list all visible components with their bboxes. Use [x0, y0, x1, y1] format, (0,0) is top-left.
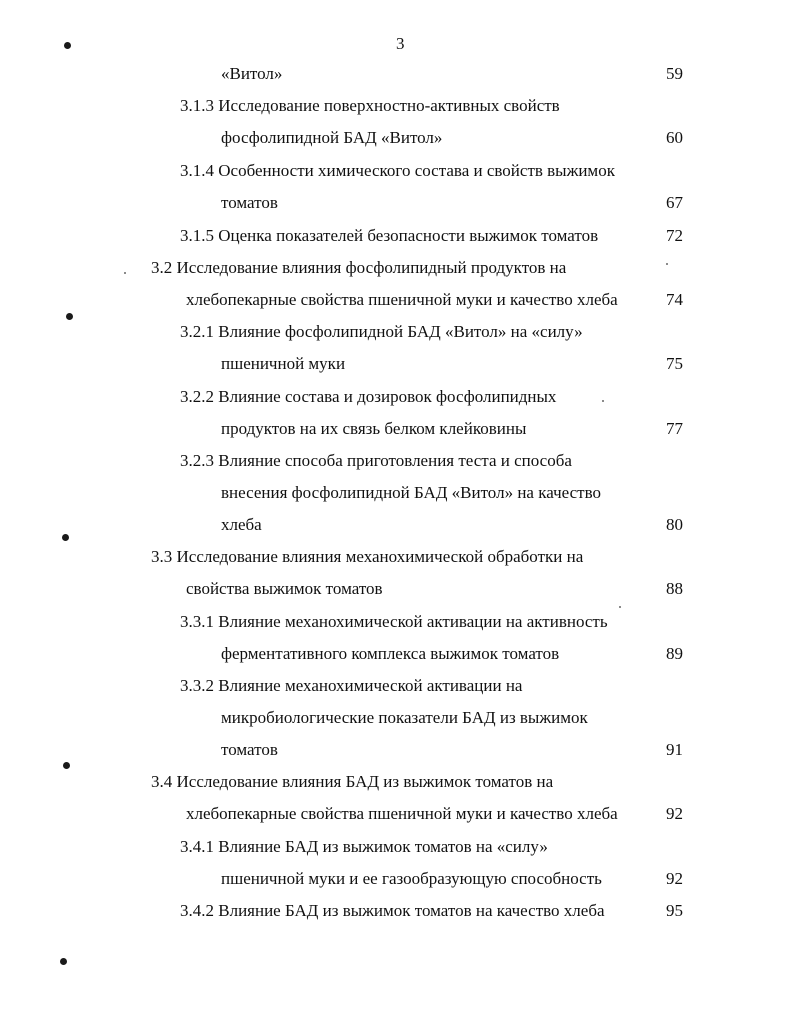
toc-entry-page: 89: [666, 644, 683, 663]
toc-entry-page: 75: [666, 354, 683, 373]
toc-entry-text: свойства выжимок томатов: [186, 579, 383, 598]
toc-entry-text: 3.3.1 Влияние механохимической активации на активность: [180, 612, 608, 631]
toc-entry-text: внесения фосфолипидной БАД «Витол» на качество: [221, 483, 601, 502]
toc-entry-text: пшеничной муки: [221, 354, 346, 373]
scan-speck: [124, 272, 126, 274]
toc-entry-text: 3.1.4 Особенности химического состава и свойств выжимок: [180, 161, 615, 180]
toc-entry-text: 3.4 Исследование влияния БАД из выжимок томатов на: [151, 772, 554, 791]
toc-entry-text: продуктов на их связь белком клейковины: [221, 419, 527, 438]
toc-entry-text: «Витол»: [221, 64, 283, 83]
toc-entry-text: 3.2.1 Влияние фосфолипидной БАД «Витол» на «силу»: [180, 322, 583, 341]
toc-entry-page: 59: [666, 64, 683, 83]
toc-entry-text: 3.4.2 Влияние БАД из выжимок томатов на качество хлеба: [180, 901, 605, 920]
scan-speck: [619, 606, 621, 608]
toc-entry-page: 91: [666, 740, 683, 759]
toc-entry-page: 67: [666, 193, 683, 212]
toc-entry-page: 60: [666, 128, 683, 147]
toc-entry-page: 88: [666, 579, 683, 598]
toc-entry-text: хлеба: [221, 515, 262, 534]
binder-hole-mark: [64, 42, 71, 49]
toc-entry-text: пшеничной муки и ее газообразующую способность: [221, 869, 602, 888]
toc-entry-text: 3.1.3 Исследование поверхностно-активных свойств: [180, 96, 560, 115]
toc-entry-text: 3.1.5 Оценка показателей безопасности выжимок томатов: [180, 226, 599, 245]
toc-entry-text: томатов: [221, 193, 278, 212]
binder-hole-mark: [66, 313, 73, 320]
binder-hole-mark: [63, 762, 70, 769]
toc-entry-page: 92: [666, 869, 683, 888]
page-number: 3: [396, 34, 405, 53]
toc-entry-text: 3.2 Исследование влияния фосфолипидный продуктов на: [151, 258, 567, 277]
toc-entry-text: микробиологические показатели БАД из выжимок: [221, 708, 588, 727]
toc-entry-page: 80: [666, 515, 683, 534]
toc-entry-text: фосфолипидной БАД «Витол»: [221, 128, 443, 147]
toc-entry-text: 3.3.2 Влияние механохимической активации на: [180, 676, 523, 695]
binder-hole-mark: [60, 958, 67, 965]
scan-speck: [666, 263, 668, 265]
scan-speck: [602, 400, 604, 402]
toc-entry-text: томатов: [221, 740, 278, 759]
toc-entry-page: 72: [666, 226, 683, 245]
toc-entry-text: 3.2.3 Влияние способа приготовления теста и способа: [180, 451, 572, 470]
toc-entry-page: 74: [666, 290, 683, 309]
toc-entry-page: 92: [666, 804, 683, 823]
toc-entry-text: хлебопекарные свойства пшеничной муки и качество хлеба: [186, 804, 618, 823]
binder-hole-mark: [62, 534, 69, 541]
toc-entry-text: 3.4.1 Влияние БАД из выжимок томатов на «силу»: [180, 837, 548, 856]
toc-entry-text: 3.3 Исследование влияния механохимической обработки на: [151, 547, 584, 566]
toc-entry-text: хлебопекарные свойства пшеничной муки и качество хлеба: [186, 290, 618, 309]
toc-entry-page: 77: [666, 419, 683, 438]
toc-entry-text: ферментативного комплекса выжимок томатов: [221, 644, 560, 663]
toc-entry-page: 95: [666, 901, 683, 920]
toc-entry-text: 3.2.2 Влияние состава и дозировок фосфолипидных: [180, 387, 557, 406]
